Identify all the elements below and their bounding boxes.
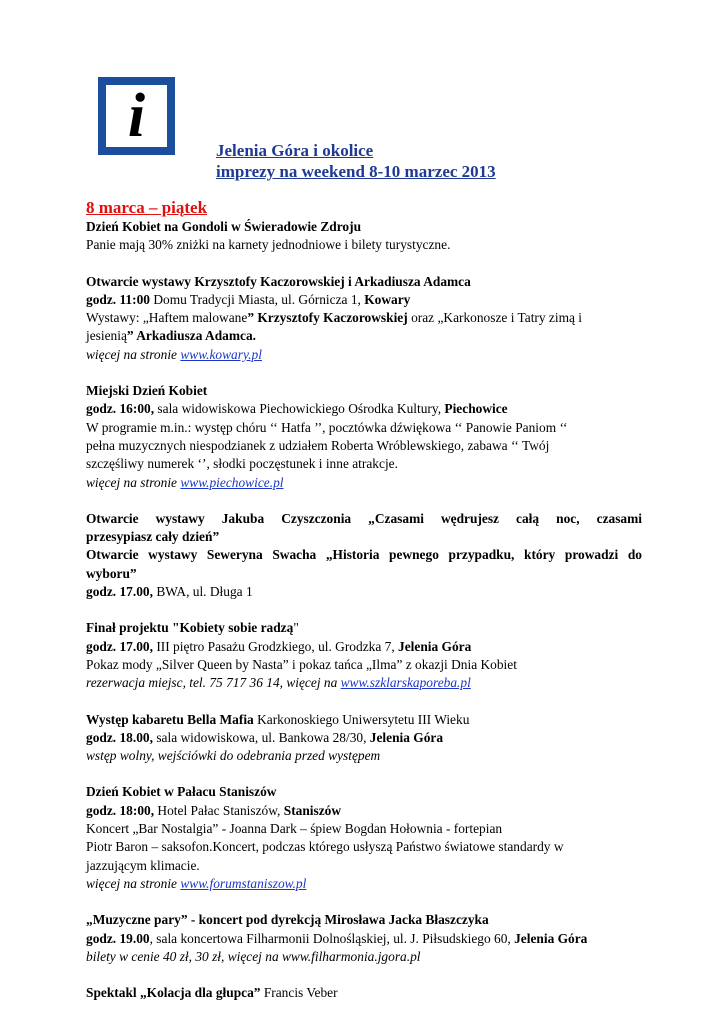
event-text: Pokaz mody „Silver Queen by Nasta” i pokaz tańca „Ilma” z okazji Dnia Kobiet xyxy=(86,656,517,672)
event-title xyxy=(86,711,642,729)
text-part: "Kobiety sobie radzą xyxy=(172,620,294,636)
text-part: ” Krzysztofy Kaczorowskiej xyxy=(247,310,408,326)
event-time: godz. 11:00 xyxy=(86,291,150,307)
header-title: Jelenia Góra i okolice xyxy=(216,141,374,160)
event-title: przesypiasz cały dzień” xyxy=(86,529,220,545)
event-city: Jelenia Góra xyxy=(398,638,472,654)
event-city: Staniszów xyxy=(283,802,342,818)
day-heading: 8 marca – piątek xyxy=(86,198,208,217)
text-part: Występ kabaretu Bella Mafia xyxy=(86,711,254,727)
event-place: BWA, ul. Długa 1 xyxy=(152,584,253,600)
more-label: więcej na stronie xyxy=(86,875,181,891)
event-text: Panie mają 30% zniżki na karnety jednodniowe i bilety turystyczne. xyxy=(86,237,451,253)
event-note: bilety w cenie 40 zł, 30 zł, więcej na www.filharmonia.jgora.pl xyxy=(86,948,421,964)
event-place: III piętro Pasażu Grodzkiego, ul. Grodzka 7, xyxy=(152,638,399,654)
event-time: godz. 18.00, xyxy=(86,729,153,745)
info-icon: i xyxy=(106,85,167,147)
event-details xyxy=(86,583,642,601)
event-exhibition-kowary xyxy=(86,273,642,364)
kowary-link[interactable]: www.kowary.pl xyxy=(180,346,262,362)
event-place: sala widowiskowa Piechowickiego Ośrodka Kultury, xyxy=(154,401,445,417)
event-time: godz. 18:00, xyxy=(86,802,155,818)
event-title: Otwarcie wystawy Krzysztofy Kaczorowskiej i Arkadiusza Adamca xyxy=(86,273,471,289)
event-title xyxy=(86,984,642,1002)
event-city: Jelenia Góra xyxy=(369,729,444,745)
text-part: Wystawy: „Haftem malowane xyxy=(86,310,248,326)
events-content xyxy=(86,198,642,1020)
more-label: więcej na stronie xyxy=(86,474,181,490)
event-time: godz. 16:00, xyxy=(86,401,155,417)
event-text: pełna muzycznych niespodzianek z udziałem Roberta Wróblewskiego, zabawa ‘‘ Twój xyxy=(86,437,550,453)
event-time: godz. 17.00, xyxy=(86,584,153,600)
text-part: " xyxy=(293,620,299,636)
text-part: ” Arkadiusza Adamca. xyxy=(126,328,256,344)
event-title xyxy=(86,619,642,637)
event-text: W programie m.in.: występ chóru ‘‘ Hatfa ’’, pocztówka dźwiękowa ‘‘ Panowie Paniom ‘‘ xyxy=(86,419,568,435)
event-title: Miejski Dzień Kobiet xyxy=(86,383,208,399)
text-part: Francis Veber xyxy=(260,985,338,1001)
event-details xyxy=(86,400,642,418)
event-text: Koncert „Bar Nostalgia” - Joanna Dark – śpiew Bogdan Hołownia - fortepian xyxy=(86,821,503,837)
event-text xyxy=(86,327,642,345)
forumstaniszow-link[interactable]: www.forumstaniszow.pl xyxy=(180,875,307,891)
event-details xyxy=(86,291,642,309)
event-city: Jelenia Góra xyxy=(514,930,588,946)
event-details xyxy=(86,930,642,948)
event-city: Kowary xyxy=(364,291,411,307)
event-details xyxy=(86,729,642,747)
text-part: jesienią xyxy=(86,328,127,344)
piechowice-link[interactable]: www.piechowice.pl xyxy=(180,474,284,490)
event-place: Hotel Pałac Staniszów, xyxy=(154,802,284,818)
event-piechowice xyxy=(86,382,642,492)
event-concert xyxy=(86,911,642,966)
text-part: oraz „Karkonosze i Tatry zimą i xyxy=(407,310,583,326)
event-details xyxy=(86,638,642,656)
event-gondola xyxy=(86,218,642,255)
info-logo xyxy=(98,77,175,155)
event-more xyxy=(86,346,642,364)
event-more xyxy=(86,474,642,492)
event-title: wyboru” xyxy=(86,565,137,581)
event-final-project xyxy=(86,619,642,692)
event-text: jazzującym klimacie. xyxy=(86,857,200,873)
event-cabaret xyxy=(86,711,642,766)
event-details xyxy=(86,802,642,820)
more-label: rezerwacja miejsc, tel. 75 717 36 14, więcej na xyxy=(86,675,341,691)
more-label: więcej na stronie xyxy=(86,346,181,362)
event-title: „Muzyczne pary” - koncert pod dyrekcją Mirosława Jacka Błaszczyka xyxy=(86,912,489,928)
event-city: Piechowice xyxy=(444,401,508,417)
text-part: Spektakl „Kolacja dla głupca” xyxy=(86,985,261,1001)
event-bwa xyxy=(86,510,642,601)
event-text xyxy=(86,309,642,327)
event-more xyxy=(86,875,642,893)
event-time: godz. 19.00 xyxy=(86,930,150,946)
event-title: Dzień Kobiet na Gondoli w Świeradowie Zdroju xyxy=(86,219,362,234)
event-text: Piotr Baron – saksofon.Koncert, podczas którego usłyszą Państwo światowe standardy w xyxy=(86,839,564,855)
event-place: Domu Tradycji Miasta, ul. Górnicza 1, xyxy=(149,291,365,307)
event-time: godz. 17.00, xyxy=(86,638,153,654)
text-part: Karkonoskiego Uniwersytetu III Wieku xyxy=(253,711,470,727)
event-spectacle xyxy=(86,984,642,1002)
text-part: Finał projektu xyxy=(86,620,173,636)
event-more xyxy=(86,674,642,692)
event-place: sala widowiskowa, ul. Bankowa 28/30, xyxy=(152,729,370,745)
event-title: Dzień Kobiet w Pałacu Staniszów xyxy=(86,784,277,800)
szklarskaporeba-link[interactable]: www.szklarskaporeba.pl xyxy=(340,675,471,691)
event-title: Otwarcie wystawy Seweryna Swacha „Historia pewnego przypadku, który prowadzi do xyxy=(86,547,642,563)
event-text: szczęśliwy numerek ‘’, słodki poczęstunek i inne atrakcje. xyxy=(86,456,398,472)
event-title: Otwarcie wystawy Jakuba Czyszczonia „Czasami wędrujesz całą noc, czasami xyxy=(86,510,642,526)
header-subtitle: imprezy na weekend 8-10 marzec 2013 xyxy=(216,162,496,181)
event-staniszow xyxy=(86,783,642,893)
event-place: , sala koncertowa Filharmonii Dolnośląskiej, ul. J. Piłsudskiego 60, xyxy=(149,930,515,946)
page-header xyxy=(216,140,496,182)
event-note: wstęp wolny, wejściówki do odebrania przed występem xyxy=(86,748,381,764)
